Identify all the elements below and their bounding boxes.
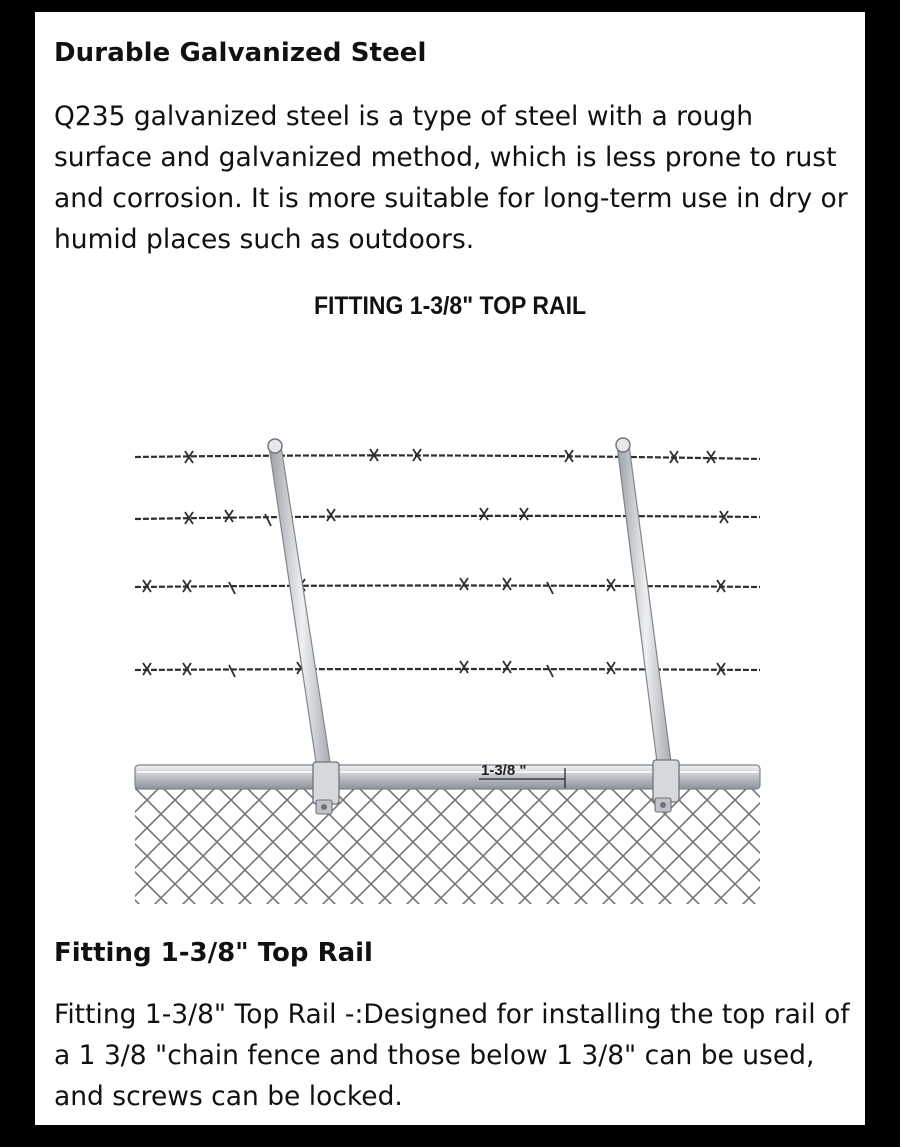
arm-cap-left [268, 439, 282, 453]
barbed-wire-strands [135, 455, 760, 670]
rail-dimension-label: 1-3/8 " [481, 762, 527, 779]
barbed-wire-1 [135, 455, 760, 459]
section-heading-top-rail: Fitting 1-3/8" Top Rail [54, 938, 373, 968]
barbed-wire-4 [135, 669, 760, 670]
section-body-top-rail: Fitting 1-3/8" Top Rail -:Designed for installing the top rail of a 1 3/8 "chain fence and those below 1 3/8" can be used, and screws can be locked. [54, 999, 850, 1112]
barbed-wire-3 [135, 586, 760, 588]
section-body-galvanized: Q235 galvanized steel is a type of steel with a rough surface and galvanized method, which is less prone to rust and corrosion. It is more suitable for long-term use in dry or humid places such as outdoors. [54, 101, 848, 255]
fitting-bracket-left [313, 762, 339, 804]
product-card [35, 12, 865, 1125]
fitting-bracket-right [653, 760, 679, 802]
extension-arm-left [268, 439, 339, 814]
figure-title: FITTING 1-3/8" TOP RAIL [313, 292, 587, 320]
arm-cap-right [616, 438, 630, 452]
section-heading-galvanized: Durable Galvanized Steel [54, 38, 427, 68]
fence-illustration [35, 422, 865, 917]
extension-arm-right [616, 438, 679, 812]
